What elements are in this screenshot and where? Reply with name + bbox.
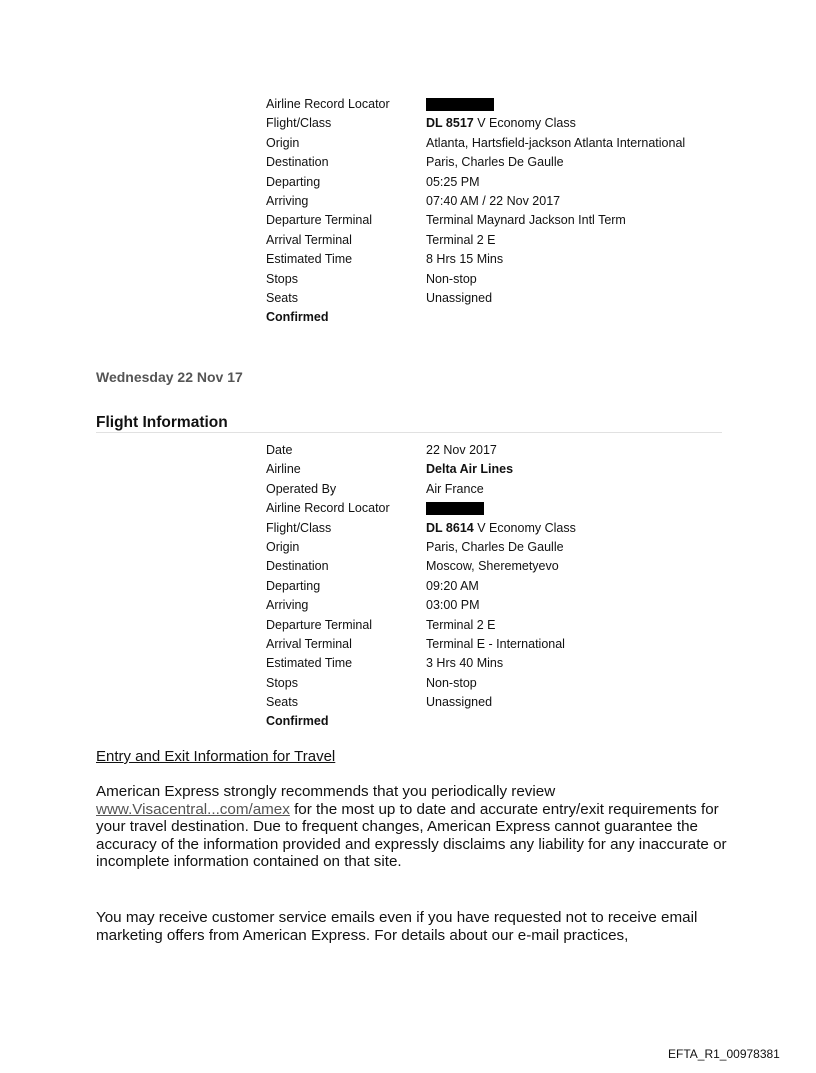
- detail-label: Flight/Class: [266, 520, 332, 535]
- flight-info-heading: Flight Information: [96, 414, 228, 431]
- detail-value: Terminal 2 E: [426, 232, 496, 247]
- detail-value: 09:20 AM: [426, 578, 479, 593]
- detail-value: 07:40 AM / 22 Nov 2017: [426, 193, 561, 208]
- detail-value: Non-stop: [426, 271, 477, 286]
- flight-number: DL 8517: [426, 116, 474, 131]
- detail-value: Paris, Charles De Gaulle: [426, 155, 564, 170]
- redaction-bar: [426, 502, 484, 515]
- detail-row: [266, 654, 726, 673]
- record-locator-value: [426, 95, 494, 114]
- flight-details-2: [266, 441, 726, 732]
- detail-label: Arriving: [266, 193, 309, 208]
- detail-row: [266, 557, 726, 576]
- detail-value: Terminal E - International: [426, 636, 565, 651]
- detail-row: [266, 674, 726, 693]
- detail-label: Departing: [266, 578, 321, 593]
- detail-value: 05:25 PM: [426, 174, 480, 189]
- detail-value: Terminal Maynard Jackson Intl Term: [426, 213, 626, 228]
- detail-label: Flight/Class: [266, 116, 332, 131]
- detail-value: Atlanta, Hartsfield-jackson Atlanta International: [426, 135, 686, 150]
- detail-row: [266, 173, 726, 192]
- detail-row: [266, 211, 726, 230]
- record-locator-value: [426, 499, 484, 518]
- entry-exit-paragraph: [96, 783, 736, 871]
- detail-label: Estimated Time: [266, 656, 353, 671]
- paragraph-text: American Express strongly recommends that you periodically review: [96, 783, 556, 800]
- detail-row: [266, 134, 726, 153]
- visacentral-link[interactable]: www.Visacentral...com/amex: [96, 800, 290, 818]
- detail-value: Unassigned: [426, 290, 493, 305]
- detail-label: Seats: [266, 290, 298, 305]
- detail-label: Date: [266, 443, 293, 457]
- detail-value: Paris, Charles De Gaulle: [426, 539, 564, 554]
- detail-row: [266, 577, 726, 596]
- detail-value: Terminal 2 E: [426, 617, 496, 632]
- detail-row: [266, 712, 726, 731]
- detail-value: Unassigned: [426, 695, 493, 710]
- detail-label: Origin: [266, 135, 300, 150]
- detail-row: [266, 460, 726, 479]
- detail-row: [266, 250, 726, 269]
- flight-class-value: [426, 519, 576, 538]
- paragraph-text: for the most up to date and accurate entry/exit requirements for your travel destination. Due to frequent changes, American Express cannot guarantee the accuracy of the information provided and expressly disclaims any liability for any inaccurate or incomplete information contained on that site.: [96, 800, 727, 870]
- detail-value: 03:00 PM: [426, 598, 480, 613]
- booking-status: Confirmed: [266, 310, 329, 325]
- detail-label: Airline Record Locator: [266, 97, 390, 111]
- detail-label: Departing: [266, 174, 321, 189]
- detail-row: [266, 114, 726, 133]
- email-practices-paragraph: You may receive customer service emails even if you have requested not to receive email marketing offers from American Express. For details about our e-mail practices,: [96, 909, 698, 944]
- detail-label: Destination: [266, 155, 329, 170]
- section-divider: [96, 432, 722, 433]
- entry-exit-heading: Entry and Exit Information for Travel: [96, 748, 336, 765]
- detail-label: Departure Terminal: [266, 617, 373, 632]
- detail-label: Seats: [266, 695, 298, 710]
- class-text: V Economy Class: [473, 116, 576, 131]
- detail-row: [266, 441, 726, 460]
- detail-label: Stops: [266, 675, 298, 690]
- detail-value: Moscow, Sheremetyevo: [426, 559, 559, 574]
- document-id: EFTA_R1_00978381: [668, 1047, 780, 1061]
- detail-row: [266, 635, 726, 654]
- detail-value: Air France: [426, 481, 484, 496]
- detail-row: [266, 596, 726, 615]
- detail-row: [266, 270, 726, 289]
- detail-row: [266, 231, 726, 250]
- detail-value: 3 Hrs 40 Mins: [426, 656, 504, 671]
- detail-row: [266, 289, 726, 308]
- detail-label: Operated By: [266, 481, 337, 496]
- detail-row: [266, 693, 726, 712]
- detail-row: [266, 519, 726, 538]
- detail-label: Arrival Terminal: [266, 232, 352, 247]
- airline-name: Delta Air Lines: [426, 462, 514, 477]
- detail-label: Airline: [266, 462, 301, 477]
- detail-label: Destination: [266, 559, 329, 574]
- detail-row: [266, 480, 726, 499]
- detail-row: [266, 153, 726, 172]
- flight-class-value: [426, 114, 576, 133]
- detail-row: [266, 192, 726, 211]
- redaction-bar: [426, 98, 494, 111]
- flight-details-1: [266, 95, 726, 328]
- detail-label: Airline Record Locator: [266, 501, 390, 516]
- detail-row: [266, 308, 726, 327]
- detail-label: Origin: [266, 539, 300, 554]
- detail-value: Non-stop: [426, 675, 477, 690]
- detail-label: Departure Terminal: [266, 213, 373, 228]
- detail-row: [266, 538, 726, 557]
- airline-value: [426, 460, 513, 479]
- flight-number: DL 8614: [426, 520, 474, 535]
- day-heading: Wednesday 22 Nov 17: [96, 369, 243, 385]
- detail-row: [266, 95, 726, 114]
- detail-row: [266, 616, 726, 635]
- detail-label: Arriving: [266, 598, 309, 613]
- detail-label: Stops: [266, 271, 298, 286]
- detail-row: [266, 499, 726, 518]
- detail-value: 22 Nov 2017: [426, 443, 497, 457]
- detail-value: 8 Hrs 15 Mins: [426, 252, 504, 267]
- class-text: V Economy Class: [473, 520, 576, 535]
- detail-label: Estimated Time: [266, 252, 353, 267]
- detail-label: Arrival Terminal: [266, 636, 352, 651]
- booking-status: Confirmed: [266, 714, 329, 729]
